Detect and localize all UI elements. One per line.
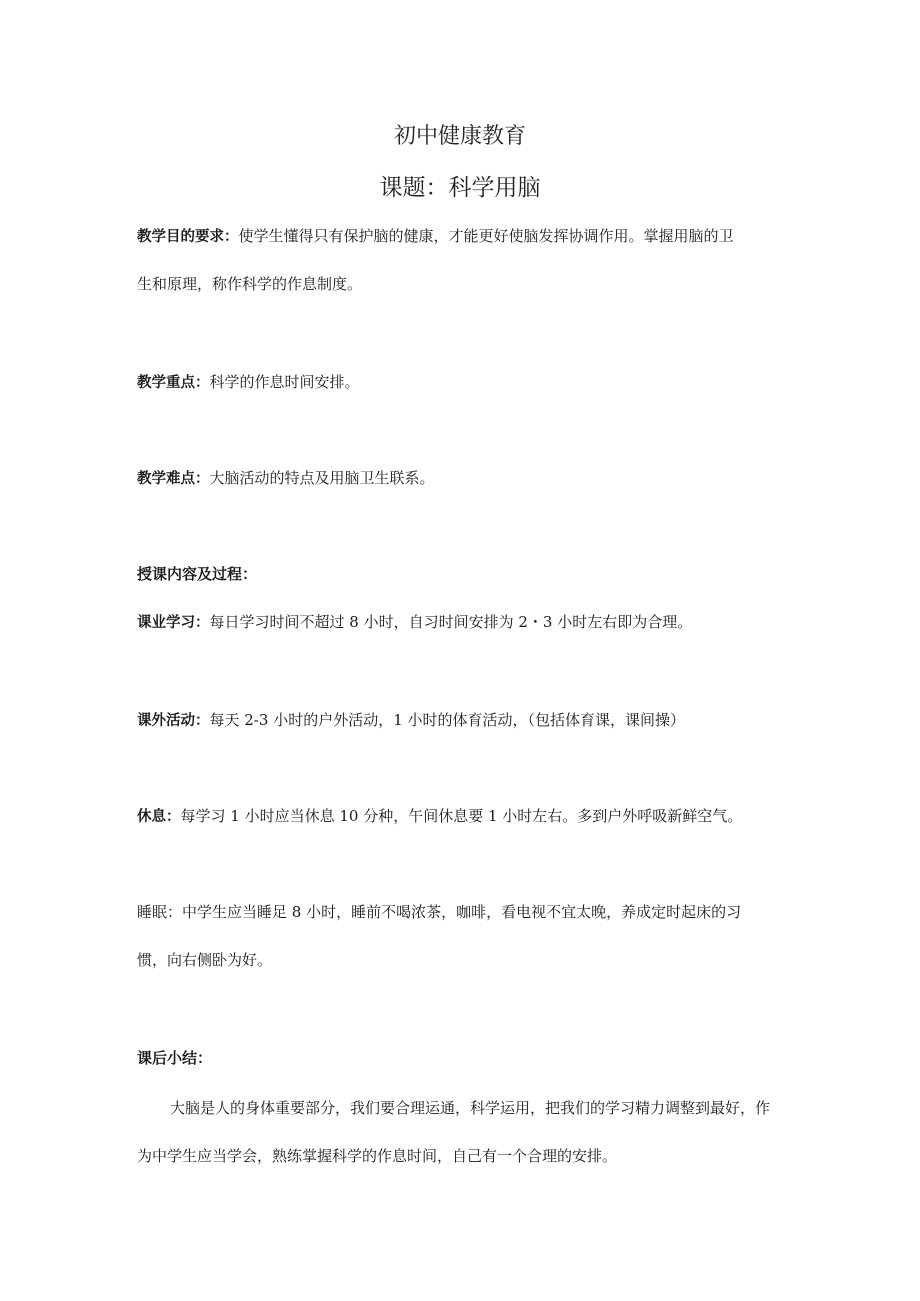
- rest-text: 每学习 1 小时应当休息 10 分种，午间休息要 1 小时左右。多到户外呼吸新鲜空气。: [180, 807, 743, 825]
- study-item: [137, 612, 692, 633]
- key-point-text: 科学的作息时间安排。: [209, 373, 360, 391]
- study-label: 课业学习：: [137, 615, 210, 631]
- content-heading: 授课内容及过程：: [137, 565, 258, 583]
- study-text: 每日学习时间不超过 8 小时，自习时间安排为 2・3 小时左右即为合理。: [209, 613, 693, 631]
- summary-line-1: 大脑是人的身体重要部分，我们要合理运通，科学运用，把我们的学习精力调整到最好，作: [170, 1099, 771, 1117]
- key-point-label: 教学重点：: [137, 375, 210, 391]
- document-title: 初中健康教育: [393, 124, 526, 149]
- sleep-line-1: 睡眠：中学生应当睡足 8 小时，睡前不喝浓茶，咖啡，看电视不宜太晚，养成定时起床的习: [137, 903, 742, 921]
- difficulty: [137, 468, 435, 489]
- difficulty-text: 大脑活动的特点及用脑卫生联系。: [209, 469, 435, 487]
- summary-line-2: 为中学生应当学会，熟练掌握科学的作息时间，自己有一个合理的安排。: [137, 1147, 618, 1165]
- difficulty-label: 教学难点：: [137, 471, 210, 487]
- activity-label: 课外活动：: [137, 713, 210, 729]
- rest-label: 休息：: [137, 809, 181, 825]
- sleep-line-2: 惯，向右侧卧为好。: [137, 951, 273, 969]
- lesson-subtitle: 课题：科学用脑: [379, 175, 541, 201]
- activity-item: [137, 710, 685, 731]
- objectives-line-2: 生和原理，称作科学的作息制度。: [137, 275, 363, 293]
- summary-heading: 课后小结：: [137, 1049, 213, 1067]
- objectives-label: 教学目的要求：: [137, 229, 239, 245]
- objectives-text-1: 使学生懂得只有保护脑的健康，才能更好使脑发挥协调作用。掌握用脑的卫: [238, 227, 734, 245]
- activity-text: 每天 2-3 小时的户外活动，1 小时的体育活动，（包括体育课，课间操）: [209, 711, 686, 729]
- objectives-line-1: [137, 226, 734, 247]
- key-point: [137, 372, 360, 393]
- rest-item: [137, 806, 742, 827]
